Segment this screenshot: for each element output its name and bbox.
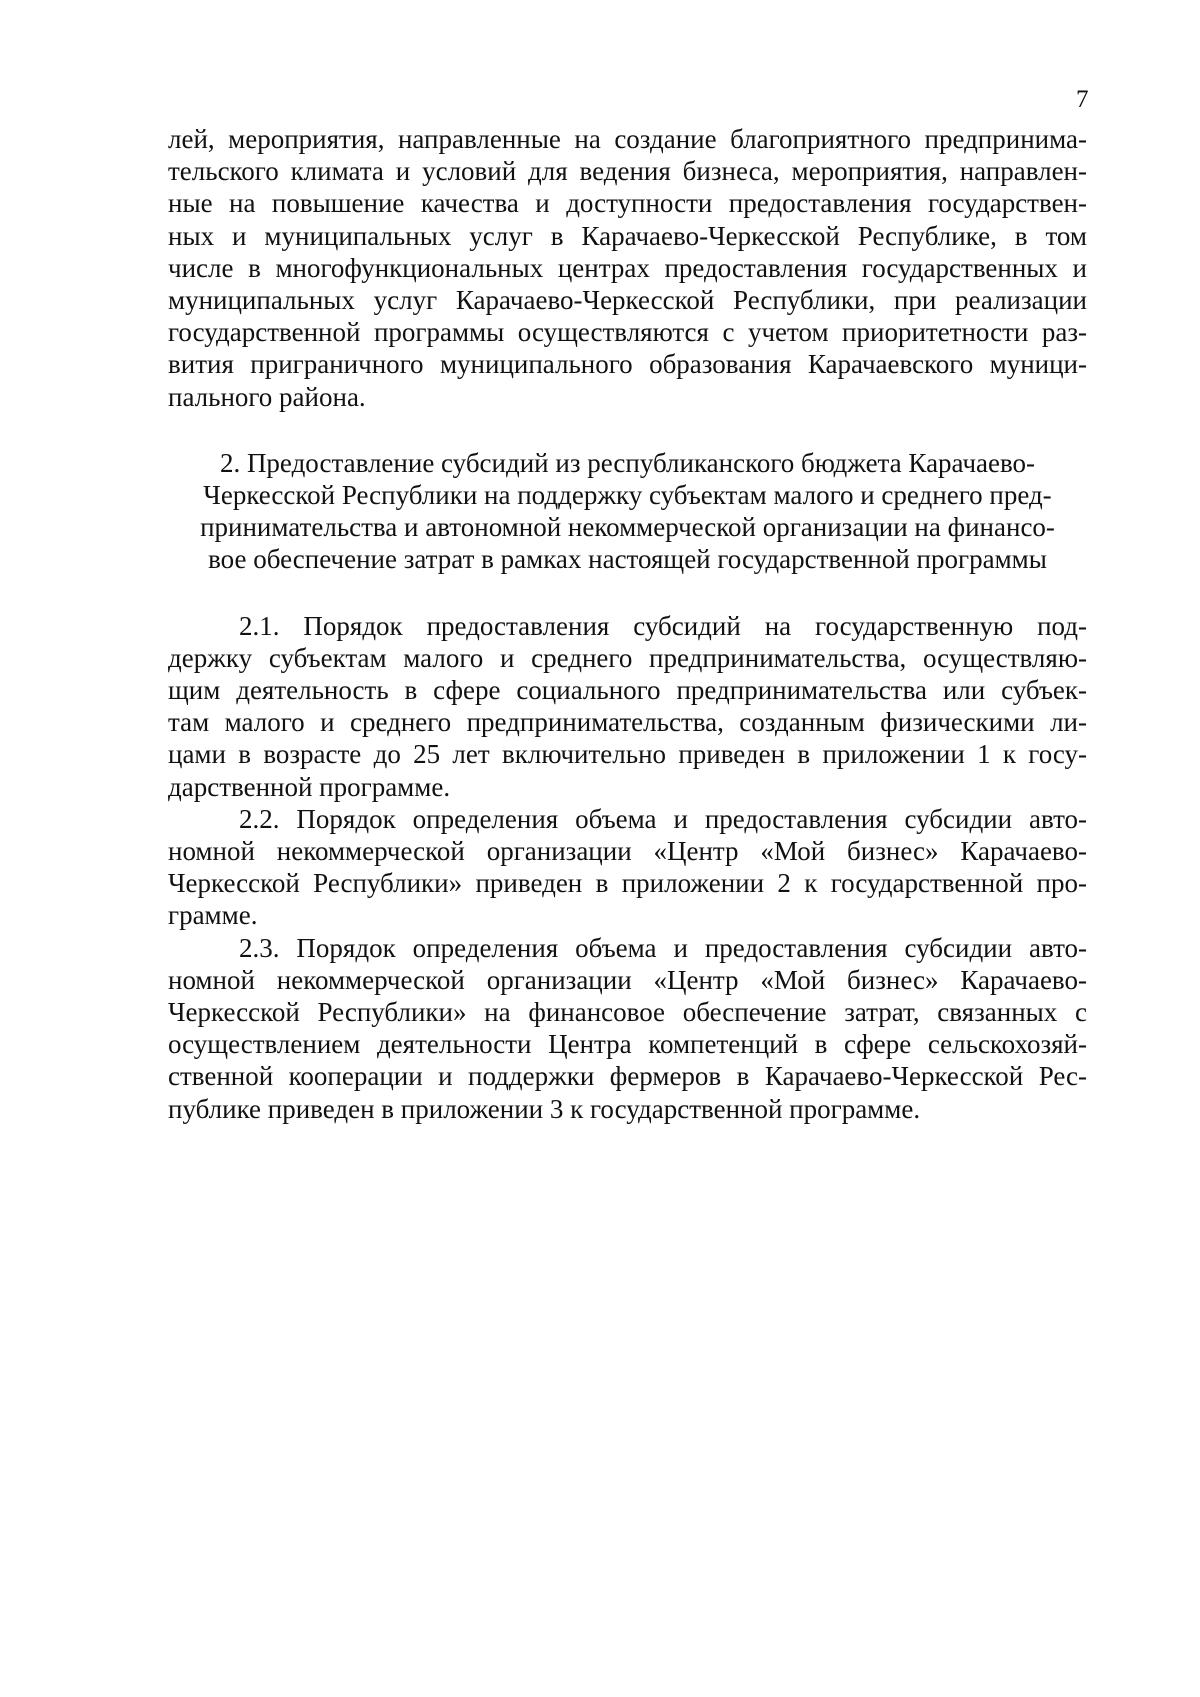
subsection-line: Черкесской Республики» на финансовое обеспечение затрат, связанных с [168,997,1087,1028]
subsection-2-1 [168,610,1087,803]
intro-line: муниципальных услуг Карачаево-Черкесской Республики, при реализации [168,285,1087,316]
intro-line: вития приграничного муниципального образования Карачаевского муници- [168,349,1087,380]
subsections [168,610,1087,1125]
page-number: 7 [1076,86,1089,113]
heading-line: вое обеспечение затрат в рамках настоящей государственной программы [208,544,1047,575]
subsection-line: щим деятельность в сфере социального предпринимательства или субъек- [168,675,1087,706]
heading-line: 2. Предоставление субсидий из республиканского бюджета Карачаево- [219,447,1036,478]
subsection-line: Черкесской Республики» приведен в приложении 2 к государственной про- [168,868,1087,899]
subsection-line: осуществлением деятельности Центра компетенций в сфере сельскохозяй- [168,1029,1087,1060]
subsection-line: 2.2. Порядок определения объема и предоставления субсидии авто- [239,803,1087,834]
subsection-2-3 [168,932,1087,1125]
subsection-2-2 [168,803,1087,932]
intro-line: государственной программы осуществляются с учетом приоритетности раз- [168,317,1087,348]
section-heading [168,447,1087,576]
document-body [168,123,1087,1125]
subsection-line: 2.1. Порядок предоставления субсидий на государственную под- [239,610,1087,641]
subsection-line: ственной кооперации и поддержки фермеров в Карачаево-Черкесской Рес- [168,1061,1087,1092]
subsection-line: 2.3. Порядок определения объема и предоставления субсидии авто- [239,932,1087,963]
subsection-line: номной некоммерческой организации «Центр «Мой бизнес» Карачаево- [168,836,1087,867]
subsection-line: грамме. [168,900,258,931]
intro-line: пального района. [168,381,366,412]
intro-line: лей, мероприятия, направленные на создание благоприятного предпринима- [168,124,1087,154]
subsection-line: номной некоммерческой организации «Центр «Мой бизнес» Карачаево- [168,964,1087,995]
subsection-line: дарственной программе. [168,771,451,802]
heading-line: принимательства и автономной некоммерческой организации на финансо- [200,512,1055,543]
intro-line: числе в многофункциональных центрах предоставления государственных и [168,252,1087,283]
intro-paragraph [168,123,1087,413]
subsection-line: цами в возрасте до 25 лет включительно приведен в приложении 1 к госу- [168,739,1087,770]
subsection-line: публике приведен в приложении 3 к государственной программе. [168,1093,921,1124]
subsection-line: держку субъектам малого и среднего предпринимательства, осуществляю- [168,642,1087,673]
heading-line: Черкесской Республики на поддержку субъектам малого и среднего пред- [203,480,1052,511]
intro-line: ные на повышение качества и доступности предоставления государствен- [168,188,1087,219]
intro-line: тельского климата и условий для ведения бизнеса, мероприятия, направлен- [168,156,1087,187]
subsection-line: там малого и среднего предпринимательства, созданным физическими ли- [168,707,1087,738]
intro-line: ных и муниципальных услуг в Карачаево-Черкесской Республике, в том [168,220,1087,251]
